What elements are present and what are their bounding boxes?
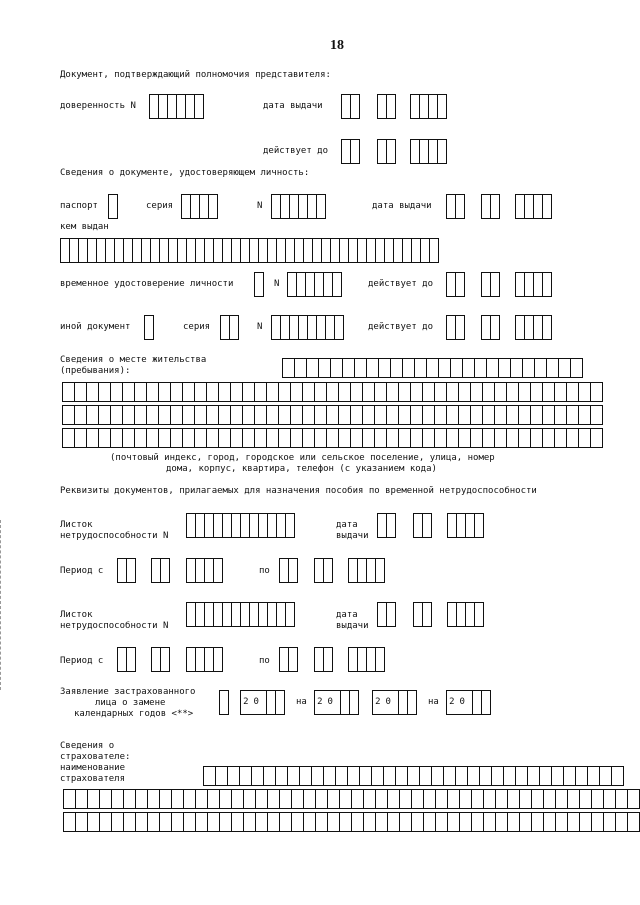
input-cell[interactable] (375, 558, 385, 583)
period-2-from-label: Период с (60, 656, 104, 666)
power-of-attorney-label: доверенность N (60, 101, 136, 111)
sick-leave-2-year-field[interactable] (447, 602, 483, 627)
input-cell[interactable] (160, 558, 170, 583)
input-cell[interactable] (350, 139, 360, 164)
input-cell[interactable] (229, 315, 239, 340)
issued-by-label: кем выдан (60, 222, 109, 232)
input-cell[interactable] (455, 194, 465, 219)
year-from-2-field[interactable] (372, 690, 416, 715)
input-cell[interactable] (542, 315, 552, 340)
period-2-to-year-field[interactable] (348, 647, 384, 672)
residence-heading-line2: (пребывания): (60, 366, 131, 376)
year-cell[interactable] (349, 690, 359, 715)
passport-issue-day-field[interactable] (446, 194, 464, 219)
application-label-line2: лица о замене (95, 698, 166, 708)
year-prefix-cell: 20 (240, 690, 267, 715)
grid-cell[interactable] (611, 766, 624, 786)
grid-cell[interactable] (627, 812, 640, 832)
sick-leave-2-date-label-line2: выдачи (336, 621, 369, 631)
rep-issue-day-field[interactable] (341, 94, 359, 119)
year-prefix-cell: 20 (446, 690, 473, 715)
input-cell[interactable] (490, 315, 500, 340)
year-prefix-cell: 20 (314, 690, 341, 715)
year-prefix-cell: 20 (372, 690, 399, 715)
sick-leave-1-number-field[interactable] (186, 513, 294, 538)
application-label-line3: календарных годов <**> (74, 709, 194, 719)
passport-issue-year-field[interactable] (515, 194, 551, 219)
insurer-grid-row1[interactable] (203, 766, 623, 785)
other-doc-series-label: серия (183, 322, 211, 332)
power-of-attorney-number-field[interactable] (149, 94, 203, 119)
other-doc-valid-day-field[interactable] (446, 315, 464, 340)
temp-id-valid-month-field[interactable] (481, 272, 499, 297)
temp-id-valid-label: действует до (368, 279, 434, 289)
input-cell[interactable] (213, 558, 223, 583)
application-label-line1: Заявление застрахованного (60, 687, 196, 697)
on-label-1: на (296, 697, 307, 707)
year-cell[interactable] (275, 690, 285, 715)
residence-grid-row2[interactable] (62, 382, 602, 401)
input-cell[interactable] (386, 139, 396, 164)
rep-valid-until-label: действует до (263, 146, 329, 156)
sick-leave-1-month-field[interactable] (413, 513, 431, 538)
input-cell[interactable] (219, 690, 229, 715)
period-2-from-day-field[interactable] (117, 647, 135, 672)
passport-label: паспорт (60, 201, 98, 211)
grid-cell[interactable] (590, 382, 603, 402)
input-cell[interactable] (437, 94, 447, 119)
year-cell[interactable] (481, 690, 491, 715)
year-to-1-field[interactable] (314, 690, 358, 715)
input-cell[interactable] (429, 238, 439, 263)
sick-leave-2-month-field[interactable] (413, 602, 431, 627)
input-cell[interactable] (144, 315, 154, 340)
scan-edge-mark (0, 520, 3, 690)
period-2-to-label: по (259, 656, 270, 666)
temp-id-valid-day-field[interactable] (446, 272, 464, 297)
attached-heading: Реквизиты документов, прилагаемых для назначения пособия по временной нетрудоспособности (60, 486, 537, 496)
temp-id-number-field[interactable] (287, 272, 341, 297)
input-cell[interactable] (108, 194, 118, 219)
input-cell[interactable] (160, 647, 170, 672)
period-1-from-month-field[interactable] (151, 558, 169, 583)
sick-leave-2-number-field[interactable] (186, 602, 294, 627)
input-cell[interactable] (542, 272, 552, 297)
period-1-to-label: по (259, 566, 270, 576)
input-cell[interactable] (332, 272, 342, 297)
input-cell[interactable] (213, 647, 223, 672)
period-1-from-day-field[interactable] (117, 558, 135, 583)
input-cell[interactable] (455, 315, 465, 340)
sick-leave-2-label-line1: Листок (60, 610, 93, 620)
insurer-grid-row2[interactable] (63, 789, 639, 808)
grid-cell[interactable] (570, 358, 583, 378)
sick-leave-2-label-line2: нетрудоспособности N (60, 621, 169, 631)
page-number: 18 (330, 38, 344, 53)
input-cell[interactable] (542, 194, 552, 219)
passport-checkbox[interactable] (108, 194, 117, 219)
sick-leave-2-day-field[interactable] (377, 602, 395, 627)
temp-id-label: временное удостоверение личности (60, 279, 234, 289)
id-doc-heading: Сведения о документе, удостоверяющем личность: (60, 168, 310, 178)
grid-cell[interactable] (590, 405, 603, 425)
input-cell[interactable] (490, 194, 500, 219)
sick-leave-1-date-label-line2: выдачи (336, 531, 369, 541)
sick-leave-1-year-field[interactable] (447, 513, 483, 538)
input-cell[interactable] (386, 602, 396, 627)
input-cell[interactable] (455, 272, 465, 297)
residence-heading-line1: Сведения о месте жительства (60, 355, 207, 365)
residence-grid-row1[interactable] (282, 358, 582, 377)
input-cell[interactable] (288, 647, 298, 672)
rep-issue-month-field[interactable] (377, 94, 395, 119)
application-checkbox[interactable] (219, 690, 228, 715)
other-doc-label: иной документ (60, 322, 131, 332)
input-cell[interactable] (323, 647, 333, 672)
period-2-from-year-field[interactable] (186, 647, 222, 672)
on-label-2: на (428, 697, 439, 707)
input-cell[interactable] (490, 272, 500, 297)
sick-leave-1-date-label-line1: дата (336, 520, 358, 530)
passport-issue-date-label: дата выдачи (372, 201, 432, 211)
temp-id-valid-year-field[interactable] (515, 272, 551, 297)
period-1-to-month-field[interactable] (314, 558, 332, 583)
input-cell[interactable] (126, 647, 136, 672)
passport-number-field[interactable] (271, 194, 325, 219)
period-1-from-label: Период с (60, 566, 104, 576)
insurer-label-line1: Сведения о (60, 741, 115, 751)
sick-leave-1-label-line2: нетрудоспособности N (60, 531, 169, 541)
input-cell[interactable] (474, 602, 484, 627)
input-cell[interactable] (386, 94, 396, 119)
insurer-grid-row3[interactable] (63, 812, 639, 831)
input-cell[interactable] (422, 513, 432, 538)
input-cell[interactable] (437, 139, 447, 164)
input-cell[interactable] (194, 94, 204, 119)
rep-doc-heading: Документ, подтверждающий полномочия представителя: (60, 70, 331, 80)
temp-id-checkbox[interactable] (254, 272, 263, 297)
input-cell[interactable] (254, 272, 264, 297)
other-doc-number-label: N (257, 322, 263, 332)
year-to-2-field[interactable] (446, 690, 490, 715)
passport-series-field[interactable] (181, 194, 217, 219)
input-cell[interactable] (375, 647, 385, 672)
rep-issue-date-label: дата выдачи (263, 101, 323, 111)
input-cell[interactable] (422, 602, 432, 627)
insurer-label-line2: страхователе: (60, 752, 131, 762)
other-doc-valid-month-field[interactable] (481, 315, 499, 340)
residence-note-line2: дома, корпус, квартира, телефон (с указанием кода) (166, 464, 437, 474)
input-cell[interactable] (288, 558, 298, 583)
passport-number-label: N (257, 201, 263, 211)
input-cell[interactable] (386, 513, 396, 538)
issued-by-field[interactable] (60, 238, 438, 263)
grid-cell[interactable] (627, 789, 640, 809)
rep-valid-day-field[interactable] (341, 139, 359, 164)
grid-cell[interactable] (590, 428, 603, 448)
input-cell[interactable] (474, 513, 484, 538)
year-cell[interactable] (407, 690, 417, 715)
residence-note-line1: (почтовый индекс, город, городское или сельское поселение, улица, номер (110, 453, 495, 463)
input-cell[interactable] (316, 194, 326, 219)
sick-leave-1-label-line1: Листок (60, 520, 93, 530)
period-2-to-month-field[interactable] (314, 647, 332, 672)
period-2-to-day-field[interactable] (279, 647, 297, 672)
residence-grid-row4[interactable] (62, 428, 602, 447)
residence-grid-row3[interactable] (62, 405, 602, 424)
insurer-label-line3: наименование (60, 763, 126, 773)
period-1-to-year-field[interactable] (348, 558, 384, 583)
input-cell[interactable] (334, 315, 344, 340)
sick-leave-1-day-field[interactable] (377, 513, 395, 538)
input-cell[interactable] (323, 558, 333, 583)
input-cell[interactable] (285, 513, 295, 538)
other-doc-valid-label: действует до (368, 322, 434, 332)
passport-series-label: серия (146, 201, 174, 211)
input-cell[interactable] (126, 558, 136, 583)
rep-valid-year-field[interactable] (410, 139, 446, 164)
other-doc-series-field[interactable] (220, 315, 238, 340)
rep-valid-month-field[interactable] (377, 139, 395, 164)
input-cell[interactable] (350, 94, 360, 119)
period-2-from-month-field[interactable] (151, 647, 169, 672)
input-cell[interactable] (208, 194, 218, 219)
rep-issue-year-field[interactable] (410, 94, 446, 119)
input-cell[interactable] (285, 602, 295, 627)
temp-id-number-label: N (274, 279, 280, 289)
sick-leave-2-date-label-line1: дата (336, 610, 358, 620)
year-from-1-field[interactable] (240, 690, 284, 715)
passport-issue-month-field[interactable] (481, 194, 499, 219)
period-1-to-day-field[interactable] (279, 558, 297, 583)
period-1-from-year-field[interactable] (186, 558, 222, 583)
other-doc-number-field[interactable] (271, 315, 343, 340)
other-doc-valid-year-field[interactable] (515, 315, 551, 340)
insurer-label-line4: страхователя (60, 774, 126, 784)
other-doc-checkbox[interactable] (144, 315, 153, 340)
